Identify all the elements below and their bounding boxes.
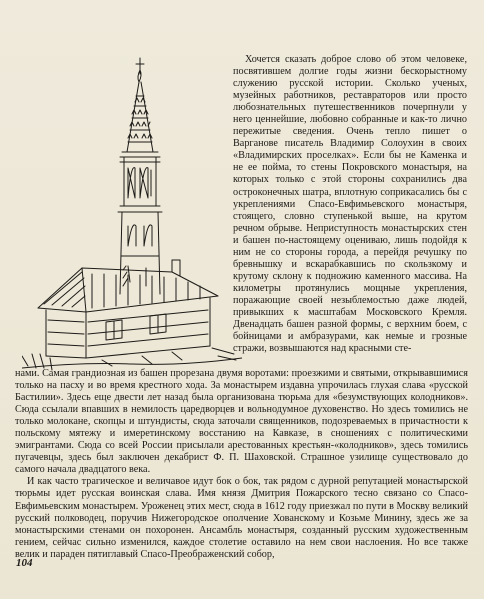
page-number: 104 [16,557,33,569]
paragraph-right: Хочется сказать доброе слово об этом человеке, посвятившем долгие годы жизни бескорыстному служению русской истории. Сколько ученых, музейных работников, реставраторов или просто любознательных путешественников почерпнули у него ценнейшие, любовно собранные и как-то лично пережитые сведения. Очень тепло пишет о Варганове писатель Владимир Солоухин в своих «Владимирских проселках». Если бы не Каменка и не ее пойма, то стены Покровского монастыря, на которых только с этой стороны сохранились два остроконечных шатра, вплотную соприкасались бы с укреплениями Спасо-Евфимьевского монастыря, стоящего, словно ступенькой выше, на крутом речном обрыве. Неприступность монастырских стен и башен по-настоящему оцениваю, лишь подойдя к ним не со стороны города, а перейдя речушку по бревнышку и вскарабкавшись по скользкому и крутому склону к подножию каменного массива. На километры протянулись мощные укрепления, поражающие своей незыблемостью даже людей, привыкших к масштабам Московского Кремля. Двенадцать башен разной формы, с верхним боем, с бойницами и амбразурами, как немые и грозные стражи, возвышаются над красными сте- [233,54,467,355]
paragraph-full-2: И как часто трагическое и величавое идут бок о бок, так рядом с дурной репутацией монастырской тюрьмы идет русская воинская слава. Имя князя Дмитрия Пожарского тесно связано со Спасо-Евфимьевским монастырем. Уроженец этих мест, сюда в 1612 году приезжал по пути в Москву великий русский полководец, поручив Нижегородское ополчение Хованскому и Козьме Минину, здесь же за монастырскими стенами он похоронен. Ансамбль монастыря, созданный русским художественным гением, сейчас сильно изменился, каждое столетие оставило на нем свои наслоения. Но все также велик и параден пятиглавый Спасо-Преображенский собор, [15,476,468,560]
text-body-full [15,368,468,561]
bell-tower-illustration [22,56,242,372]
paragraph-full-1: нами. Самая грандиозная из башен прорезана двумя воротами: проезжими и святыми, открывавшимися только на пасху и во время крестного хода. За монастырем издавна упрочилась глухая слава «русской Бастилии». Здесь еще двести лет назад была организована тюрьма для «безумствующих колодников». Сюда ссылали впавших в немилость царедворцев и вольнодумное духовенство. Но здесь томились не только молокане, скопцы и штундисты, сюда заточали священников, подозреваемых в причастности к польскому мятежу и имеретинскому восстанию на Кавказе, в сношениях с политическими эмигрантами. Сюда со всей России присылали арестованных крестьян-«колодников», здесь томились пугачевцы, здесь был заключен декабрист Ф. П. Шаховской. Страшное узилище существовало до самого начала двадцатого века. [15,368,468,476]
text-column-right [233,54,467,355]
